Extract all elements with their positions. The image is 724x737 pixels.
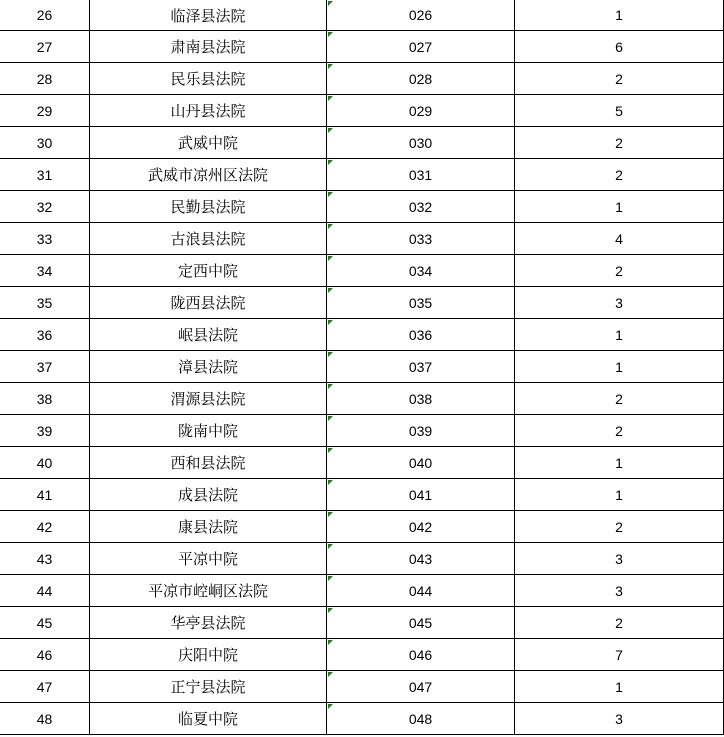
seq-cell[interactable] — [0, 63, 90, 95]
text-format-flag-icon — [328, 224, 333, 229]
court-name-cell-text: 临泽县法院 — [170, 6, 246, 25]
table-row — [0, 127, 724, 159]
court-name-cell[interactable] — [90, 31, 327, 63]
code-cell-text: 037 — [408, 358, 433, 375]
count-cell[interactable] — [515, 319, 724, 351]
code-cell[interactable] — [327, 479, 515, 511]
seq-cell-text: 35 — [36, 294, 53, 311]
count-cell-text: 2 — [615, 134, 623, 151]
code-cell-text: 039 — [408, 422, 433, 439]
seq-cell-text: 30 — [36, 134, 53, 151]
court-name-cell-text: 华亭县法院 — [170, 614, 246, 632]
seq-cell-text: 37 — [36, 358, 53, 375]
count-cell[interactable] — [515, 383, 724, 415]
count-cell-text: 1 — [615, 7, 623, 23]
count-cell-text: 3 — [615, 550, 623, 567]
text-format-flag-icon — [328, 576, 333, 581]
table-row — [0, 415, 724, 447]
count-cell-text: 1 — [615, 454, 623, 471]
seq-cell-text: 43 — [36, 550, 53, 567]
table-row — [0, 319, 724, 351]
code-cell-text: 043 — [408, 550, 433, 567]
count-cell[interactable] — [515, 543, 724, 575]
code-cell[interactable] — [327, 127, 515, 159]
count-cell-text: 7 — [615, 646, 623, 663]
table-row — [0, 0, 724, 31]
table-row — [0, 191, 724, 223]
code-cell-text: 032 — [408, 198, 433, 215]
count-cell-text: 1 — [615, 486, 623, 503]
count-cell[interactable] — [515, 63, 724, 95]
code-cell-text: 028 — [408, 70, 433, 87]
court-name-cell-text: 民乐县法院 — [170, 70, 246, 88]
code-cell-text: 033 — [408, 230, 433, 247]
court-name-cell[interactable] — [90, 127, 327, 159]
table-row — [0, 511, 724, 543]
court-name-cell-text: 武威中院 — [177, 134, 238, 152]
court-name-cell[interactable] — [90, 319, 327, 351]
table-row — [0, 607, 724, 639]
code-cell-text: 036 — [408, 326, 433, 343]
court-name-cell-text: 岷县法院 — [177, 326, 238, 344]
seq-cell[interactable] — [0, 383, 90, 415]
seq-cell-text: 48 — [36, 710, 53, 727]
text-format-flag-icon — [328, 288, 333, 293]
table-row — [0, 63, 724, 95]
code-cell[interactable] — [327, 703, 515, 735]
seq-cell-text: 29 — [36, 102, 53, 119]
court-name-cell[interactable] — [90, 543, 327, 575]
seq-cell[interactable] — [0, 671, 90, 703]
text-format-flag-icon — [328, 128, 333, 133]
count-cell[interactable] — [515, 415, 724, 447]
seq-cell[interactable] — [0, 223, 90, 255]
seq-cell[interactable] — [0, 479, 90, 511]
table-row — [0, 639, 724, 671]
code-cell[interactable] — [327, 415, 515, 447]
code-cell[interactable] — [327, 639, 515, 671]
code-cell-text: 047 — [408, 678, 433, 695]
text-format-flag-icon — [328, 480, 333, 485]
court-name-cell-text: 山丹县法院 — [170, 102, 246, 120]
text-format-flag-icon — [328, 416, 333, 421]
court-name-cell[interactable] — [90, 223, 327, 255]
table-row — [0, 95, 724, 127]
code-cell-text: 044 — [408, 582, 433, 599]
seq-cell[interactable] — [0, 159, 90, 191]
seq-cell[interactable] — [0, 607, 90, 639]
seq-cell-text: 45 — [36, 614, 53, 631]
court-name-cell[interactable] — [90, 671, 327, 703]
code-cell-text: 030 — [408, 134, 433, 151]
code-cell[interactable] — [327, 543, 515, 575]
text-format-flag-icon — [328, 384, 333, 389]
court-name-cell[interactable] — [90, 191, 327, 223]
court-name-cell[interactable] — [90, 159, 327, 191]
court-name-cell-text: 庆阳中院 — [177, 646, 238, 664]
code-cell[interactable] — [327, 511, 515, 543]
count-cell[interactable] — [515, 479, 724, 511]
court-name-cell[interactable] — [90, 575, 327, 607]
court-name-cell-text: 平凉中院 — [177, 550, 238, 568]
code-cell[interactable] — [327, 191, 515, 223]
count-cell[interactable] — [515, 703, 724, 735]
count-cell[interactable] — [515, 159, 724, 191]
court-name-cell[interactable] — [90, 95, 327, 127]
text-format-flag-icon — [328, 256, 333, 261]
court-name-cell[interactable] — [90, 479, 327, 511]
text-format-flag-icon — [328, 608, 333, 613]
code-cell-text: 027 — [408, 38, 433, 55]
code-cell-text: 035 — [408, 294, 433, 311]
court-name-cell[interactable] — [90, 639, 327, 671]
court-name-cell[interactable] — [90, 351, 327, 383]
court-name-cell-text: 定西中院 — [177, 262, 238, 280]
table-row — [0, 255, 724, 287]
count-cell[interactable] — [515, 671, 724, 703]
court-name-cell-text: 陇西县法院 — [170, 294, 246, 312]
seq-cell-text: 41 — [36, 486, 53, 503]
seq-cell-text: 39 — [36, 422, 53, 439]
court-name-cell-text: 渭源县法院 — [170, 390, 246, 408]
code-cell[interactable] — [327, 287, 515, 319]
table-row — [0, 351, 724, 383]
seq-cell[interactable] — [0, 127, 90, 159]
table-row — [0, 703, 724, 735]
code-cell[interactable] — [327, 31, 515, 63]
seq-cell-text: 47 — [36, 678, 53, 695]
text-format-flag-icon — [328, 512, 333, 517]
seq-cell[interactable] — [0, 415, 90, 447]
text-format-flag-icon — [328, 96, 333, 101]
court-name-cell[interactable] — [90, 383, 327, 415]
count-cell[interactable] — [515, 0, 724, 31]
code-cell[interactable] — [327, 383, 515, 415]
count-cell[interactable] — [515, 31, 724, 63]
seq-cell[interactable] — [0, 191, 90, 223]
seq-cell-text: 36 — [36, 326, 53, 343]
count-cell-text: 1 — [615, 326, 623, 343]
court-name-cell[interactable] — [90, 511, 327, 543]
seq-cell[interactable] — [0, 95, 90, 127]
court-name-cell-text: 漳县法院 — [177, 358, 238, 376]
court-name-cell-text: 肃南县法院 — [170, 38, 246, 56]
table-row — [0, 223, 724, 255]
code-cell-text: 041 — [408, 486, 433, 503]
seq-cell-text: 32 — [36, 198, 53, 215]
table-row — [0, 31, 724, 63]
count-cell[interactable] — [515, 575, 724, 607]
table-row — [0, 543, 724, 575]
count-cell[interactable] — [515, 191, 724, 223]
count-cell-text: 1 — [615, 358, 623, 375]
court-name-cell[interactable] — [90, 447, 327, 479]
count-cell-text: 1 — [615, 678, 623, 695]
count-cell[interactable] — [515, 447, 724, 479]
court-name-cell-text: 古浪县法院 — [170, 230, 246, 248]
count-cell-text: 2 — [615, 518, 623, 535]
seq-cell-text: 44 — [36, 582, 53, 599]
code-cell-text: 040 — [408, 454, 433, 471]
code-cell[interactable] — [327, 223, 515, 255]
seq-cell[interactable] — [0, 287, 90, 319]
count-cell-text: 2 — [615, 166, 623, 183]
table-row — [0, 159, 724, 191]
court-name-cell[interactable] — [90, 607, 327, 639]
count-cell-text: 2 — [615, 390, 623, 407]
count-cell[interactable] — [515, 511, 724, 543]
code-cell[interactable] — [327, 319, 515, 351]
seq-cell-text: 26 — [36, 7, 53, 23]
code-cell[interactable] — [327, 0, 515, 31]
seq-cell[interactable] — [0, 0, 90, 31]
code-cell-text: 046 — [408, 646, 433, 663]
count-cell-text: 3 — [615, 710, 623, 727]
count-cell-text: 2 — [615, 70, 623, 87]
count-cell[interactable] — [515, 223, 724, 255]
table-row — [0, 447, 724, 479]
court-name-cell-text: 民勤县法院 — [170, 198, 246, 216]
count-cell-text: 2 — [615, 262, 623, 279]
code-cell[interactable] — [327, 95, 515, 127]
text-format-flag-icon — [328, 352, 333, 357]
count-cell[interactable] — [515, 255, 724, 287]
count-cell-text: 2 — [615, 614, 623, 631]
count-cell-text: 1 — [615, 198, 623, 215]
code-cell-text: 048 — [408, 710, 433, 727]
court-name-cell-text: 正宁县法院 — [170, 678, 246, 696]
count-cell-text: 2 — [615, 422, 623, 439]
court-name-cell[interactable] — [90, 0, 327, 31]
seq-cell[interactable] — [0, 543, 90, 575]
court-name-cell-text: 西和县法院 — [170, 454, 246, 472]
count-cell-text: 6 — [615, 38, 623, 55]
count-cell[interactable] — [515, 287, 724, 319]
text-format-flag-icon — [328, 640, 333, 645]
table-row — [0, 479, 724, 511]
court-name-cell-text: 成县法院 — [177, 486, 238, 504]
seq-cell[interactable] — [0, 511, 90, 543]
code-cell-text: 029 — [408, 102, 433, 119]
court-name-cell-text: 临夏中院 — [177, 710, 238, 728]
code-cell-text: 045 — [408, 614, 433, 631]
text-format-flag-icon — [328, 192, 333, 197]
code-cell[interactable] — [327, 607, 515, 639]
seq-cell[interactable] — [0, 447, 90, 479]
seq-cell[interactable] — [0, 575, 90, 607]
court-name-cell-text: 平凉市崆峒区法院 — [147, 582, 268, 600]
code-cell-text: 026 — [408, 7, 433, 23]
count-cell[interactable] — [515, 639, 724, 671]
court-name-cell-text: 康县法院 — [177, 518, 238, 536]
seq-cell[interactable] — [0, 319, 90, 351]
court-name-cell[interactable] — [90, 415, 327, 447]
court-name-cell-text: 武威市凉州区法院 — [147, 166, 268, 184]
count-cell[interactable] — [515, 351, 724, 383]
text-format-flag-icon — [328, 160, 333, 165]
code-cell[interactable] — [327, 447, 515, 479]
seq-cell[interactable] — [0, 703, 90, 735]
seq-cell-text: 28 — [36, 70, 53, 87]
table-row — [0, 287, 724, 319]
court-name-cell[interactable] — [90, 63, 327, 95]
seq-cell-text: 46 — [36, 646, 53, 663]
code-cell-text: 038 — [408, 390, 433, 407]
text-format-flag-icon — [328, 672, 333, 677]
seq-cell[interactable] — [0, 255, 90, 287]
text-format-flag-icon — [328, 320, 333, 325]
count-cell-text: 4 — [615, 230, 623, 247]
code-cell-text: 034 — [408, 262, 433, 279]
text-format-flag-icon — [328, 704, 333, 709]
seq-cell-text: 34 — [36, 262, 53, 279]
text-format-flag-icon — [328, 64, 333, 69]
count-cell[interactable] — [515, 95, 724, 127]
table-row — [0, 575, 724, 607]
count-cell-text: 3 — [615, 294, 623, 311]
count-cell-text: 5 — [615, 102, 623, 119]
count-cell[interactable] — [515, 607, 724, 639]
code-cell[interactable] — [327, 671, 515, 703]
code-cell[interactable] — [327, 159, 515, 191]
seq-cell[interactable] — [0, 351, 90, 383]
seq-cell-text: 33 — [36, 230, 53, 247]
seq-cell-text: 42 — [36, 518, 53, 535]
table-row — [0, 383, 724, 415]
text-format-flag-icon — [328, 544, 333, 549]
seq-cell-text: 40 — [36, 454, 53, 471]
code-cell[interactable] — [327, 255, 515, 287]
code-cell-text: 031 — [408, 166, 433, 183]
court-name-cell[interactable] — [90, 255, 327, 287]
court-name-cell[interactable] — [90, 703, 327, 735]
code-cell[interactable] — [327, 575, 515, 607]
text-format-flag-icon — [328, 448, 333, 453]
text-format-flag-icon — [328, 1, 333, 6]
court-name-cell-text: 陇南中院 — [177, 422, 238, 440]
code-cell[interactable] — [327, 63, 515, 95]
court-name-cell[interactable] — [90, 287, 327, 319]
table-row — [0, 671, 724, 703]
code-cell-text: 042 — [408, 518, 433, 535]
code-cell[interactable] — [327, 351, 515, 383]
count-cell[interactable] — [515, 127, 724, 159]
seq-cell-text: 27 — [36, 38, 53, 55]
count-cell-text: 3 — [615, 582, 623, 599]
seq-cell[interactable] — [0, 31, 90, 63]
text-format-flag-icon — [328, 32, 333, 37]
seq-cell-text: 31 — [36, 166, 53, 183]
seq-cell[interactable] — [0, 639, 90, 671]
seq-cell-text: 38 — [36, 390, 53, 407]
